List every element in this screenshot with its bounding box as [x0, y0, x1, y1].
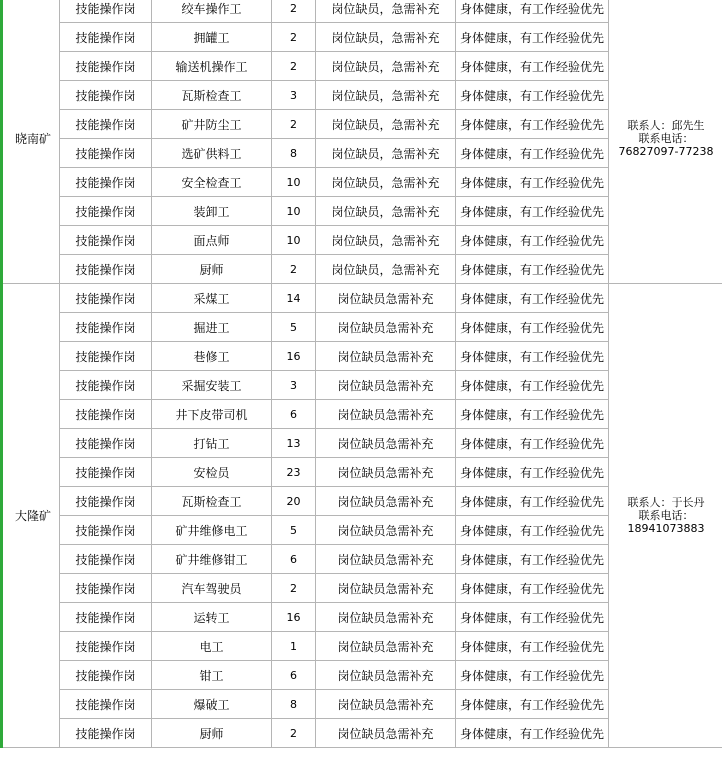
category-cell: 技能操作岗: [60, 574, 152, 603]
reason-cell: 岗位缺员急需补充: [316, 458, 456, 487]
category-cell: 技能操作岗: [60, 516, 152, 545]
headcount-cell: 2: [272, 719, 316, 748]
category-cell: 技能操作岗: [60, 139, 152, 168]
headcount-cell: 10: [272, 226, 316, 255]
category-cell: 技能操作岗: [60, 284, 152, 313]
reason-cell: 岗位缺员，急需补充: [316, 52, 456, 81]
headcount-cell: 8: [272, 139, 316, 168]
reason-cell: 岗位缺员，急需补充: [316, 255, 456, 284]
requirement-cell: 身体健康，有工作经验优先: [456, 719, 609, 748]
job-title-cell: 安全检查工: [152, 168, 272, 197]
headcount-cell: 2: [272, 23, 316, 52]
contact-line: 联系电话：: [638, 509, 694, 522]
headcount-cell: 1: [272, 632, 316, 661]
job-title-cell: 输送机操作工: [152, 52, 272, 81]
job-title-cell: 采掘安装工: [152, 371, 272, 400]
headcount-cell: 5: [272, 313, 316, 342]
category-cell: 技能操作岗: [60, 632, 152, 661]
reason-cell: 岗位缺员急需补充: [316, 313, 456, 342]
requirement-cell: 身体健康，有工作经验优先: [456, 400, 609, 429]
headcount-cell: 13: [272, 429, 316, 458]
category-cell: 技能操作岗: [60, 400, 152, 429]
category-cell: 技能操作岗: [60, 661, 152, 690]
reason-cell: 岗位缺员急需补充: [316, 632, 456, 661]
category-cell: 技能操作岗: [60, 255, 152, 284]
contact-line: 18941073883: [627, 522, 705, 535]
requirement-cell: 身体健康，有工作经验优先: [456, 690, 609, 719]
reason-cell: 岗位缺员急需补充: [316, 371, 456, 400]
headcount-cell: 10: [272, 168, 316, 197]
requirement-cell: 身体健康，有工作经验优先: [456, 284, 609, 313]
reason-cell: 岗位缺员急需补充: [316, 342, 456, 371]
reason-cell: 岗位缺员，急需补充: [316, 23, 456, 52]
table-row: [2, 0, 722, 23]
headcount-cell: 6: [272, 661, 316, 690]
category-cell: 技能操作岗: [60, 690, 152, 719]
category-cell: 技能操作岗: [60, 719, 152, 748]
area-name-cell: 大隆矿: [2, 284, 60, 748]
contact-line: 76827097-77238: [618, 145, 714, 158]
category-cell: 技能操作岗: [60, 0, 152, 23]
requirement-cell: 身体健康，有工作经验优先: [456, 52, 609, 81]
headcount-cell: 6: [272, 545, 316, 574]
requirement-cell: 身体健康，有工作经验优先: [456, 0, 609, 23]
category-cell: 技能操作岗: [60, 313, 152, 342]
job-title-cell: 采煤工: [152, 284, 272, 313]
requirement-cell: 身体健康，有工作经验优先: [456, 313, 609, 342]
headcount-cell: 2: [272, 255, 316, 284]
category-cell: 技能操作岗: [60, 52, 152, 81]
job-title-cell: 打钻工: [152, 429, 272, 458]
headcount-cell: 2: [272, 110, 316, 139]
reason-cell: 岗位缺员急需补充: [316, 487, 456, 516]
job-title-cell: 安检员: [152, 458, 272, 487]
headcount-cell: 20: [272, 487, 316, 516]
job-title-cell: 钳工: [152, 661, 272, 690]
area-name-cell: 晓南矿: [2, 0, 60, 284]
requirement-cell: 身体健康，有工作经验优先: [456, 23, 609, 52]
job-title-cell: 瓦斯检查工: [152, 487, 272, 516]
category-cell: 技能操作岗: [60, 110, 152, 139]
headcount-cell: 2: [272, 574, 316, 603]
requirement-cell: 身体健康，有工作经验优先: [456, 545, 609, 574]
reason-cell: 岗位缺员，急需补充: [316, 0, 456, 23]
category-cell: 技能操作岗: [60, 429, 152, 458]
contact-line: 联系人：于长丹: [627, 496, 705, 509]
requirement-cell: 身体健康，有工作经验优先: [456, 342, 609, 371]
requirement-cell: 身体健康，有工作经验优先: [456, 458, 609, 487]
requirement-cell: 身体健康，有工作经验优先: [456, 110, 609, 139]
headcount-cell: 16: [272, 342, 316, 371]
requirement-cell: 身体健康，有工作经验优先: [456, 632, 609, 661]
category-cell: 技能操作岗: [60, 487, 152, 516]
job-title-cell: 运转工: [152, 603, 272, 632]
reason-cell: 岗位缺员急需补充: [316, 574, 456, 603]
reason-cell: 岗位缺员急需补充: [316, 400, 456, 429]
job-title-cell: 电工: [152, 632, 272, 661]
headcount-cell: 6: [272, 400, 316, 429]
headcount-cell: 16: [272, 603, 316, 632]
reason-cell: 岗位缺员，急需补充: [316, 226, 456, 255]
job-title-cell: 装卸工: [152, 197, 272, 226]
job-title-cell: 掘进工: [152, 313, 272, 342]
headcount-cell: 10: [272, 197, 316, 226]
reason-cell: 岗位缺员急需补充: [316, 690, 456, 719]
requirement-cell: 身体健康，有工作经验优先: [456, 603, 609, 632]
job-title-cell: 矿井防尘工: [152, 110, 272, 139]
reason-cell: 岗位缺员急需补充: [316, 516, 456, 545]
job-title-cell: 厨师: [152, 719, 272, 748]
headcount-cell: 14: [272, 284, 316, 313]
headcount-cell: 5: [272, 516, 316, 545]
category-cell: 技能操作岗: [60, 23, 152, 52]
job-title-cell: 厨师: [152, 255, 272, 284]
category-cell: 技能操作岗: [60, 603, 152, 632]
job-title-cell: 汽车驾驶员: [152, 574, 272, 603]
category-cell: 技能操作岗: [60, 371, 152, 400]
job-title-cell: 矿井维修钳工: [152, 545, 272, 574]
reason-cell: 岗位缺员，急需补充: [316, 110, 456, 139]
requirement-cell: 身体健康，有工作经验优先: [456, 516, 609, 545]
headcount-cell: 3: [272, 371, 316, 400]
reason-cell: 岗位缺员，急需补充: [316, 197, 456, 226]
job-title-cell: 爆破工: [152, 690, 272, 719]
contact-cell: [609, 284, 722, 748]
requirement-cell: 身体健康，有工作经验优先: [456, 139, 609, 168]
requirement-cell: 身体健康，有工作经验优先: [456, 429, 609, 458]
job-title-cell: 巷修工: [152, 342, 272, 371]
contact-line: 联系人：邱先生: [627, 119, 705, 132]
requirement-cell: 身体健康，有工作经验优先: [456, 487, 609, 516]
headcount-cell: 23: [272, 458, 316, 487]
requirement-cell: 身体健康，有工作经验优先: [456, 574, 609, 603]
job-title-cell: 拥罐工: [152, 23, 272, 52]
reason-cell: 岗位缺员急需补充: [316, 661, 456, 690]
requirement-cell: 身体健康，有工作经验优先: [456, 197, 609, 226]
reason-cell: 岗位缺员急需补充: [316, 545, 456, 574]
headcount-cell: 2: [272, 52, 316, 81]
reason-cell: 岗位缺员急需补充: [316, 719, 456, 748]
category-cell: 技能操作岗: [60, 545, 152, 574]
reason-cell: 岗位缺员，急需补充: [316, 168, 456, 197]
reason-cell: 岗位缺员急需补充: [316, 603, 456, 632]
contact-line: 联系电话：: [638, 132, 694, 145]
requirement-cell: 身体健康，有工作经验优先: [456, 371, 609, 400]
category-cell: 技能操作岗: [60, 168, 152, 197]
headcount-cell: 2: [272, 0, 316, 23]
headcount-cell: 3: [272, 81, 316, 110]
reason-cell: 岗位缺员急需补充: [316, 284, 456, 313]
reason-cell: 岗位缺员，急需补充: [316, 139, 456, 168]
job-title-cell: 绞车操作工: [152, 0, 272, 23]
category-cell: 技能操作岗: [60, 342, 152, 371]
category-cell: 技能操作岗: [60, 226, 152, 255]
table-body: [2, 0, 722, 748]
requirement-cell: 身体健康，有工作经验优先: [456, 226, 609, 255]
job-title-cell: 矿井维修电工: [152, 516, 272, 545]
category-cell: 技能操作岗: [60, 197, 152, 226]
job-title-cell: 瓦斯检查工: [152, 81, 272, 110]
requirement-cell: 身体健康，有工作经验优先: [456, 168, 609, 197]
job-title-cell: 面点师: [152, 226, 272, 255]
reason-cell: 岗位缺员，急需补充: [316, 81, 456, 110]
job-title-cell: 选矿供料工: [152, 139, 272, 168]
reason-cell: 岗位缺员急需补充: [316, 429, 456, 458]
requirement-cell: 身体健康，有工作经验优先: [456, 661, 609, 690]
category-cell: 技能操作岗: [60, 458, 152, 487]
table-row: [2, 284, 722, 313]
requirement-cell: 身体健康，有工作经验优先: [456, 255, 609, 284]
category-cell: 技能操作岗: [60, 81, 152, 110]
contact-cell: [609, 0, 722, 284]
requirement-cell: 身体健康，有工作经验优先: [456, 81, 609, 110]
job-title-cell: 井下皮带司机: [152, 400, 272, 429]
headcount-cell: 8: [272, 690, 316, 719]
